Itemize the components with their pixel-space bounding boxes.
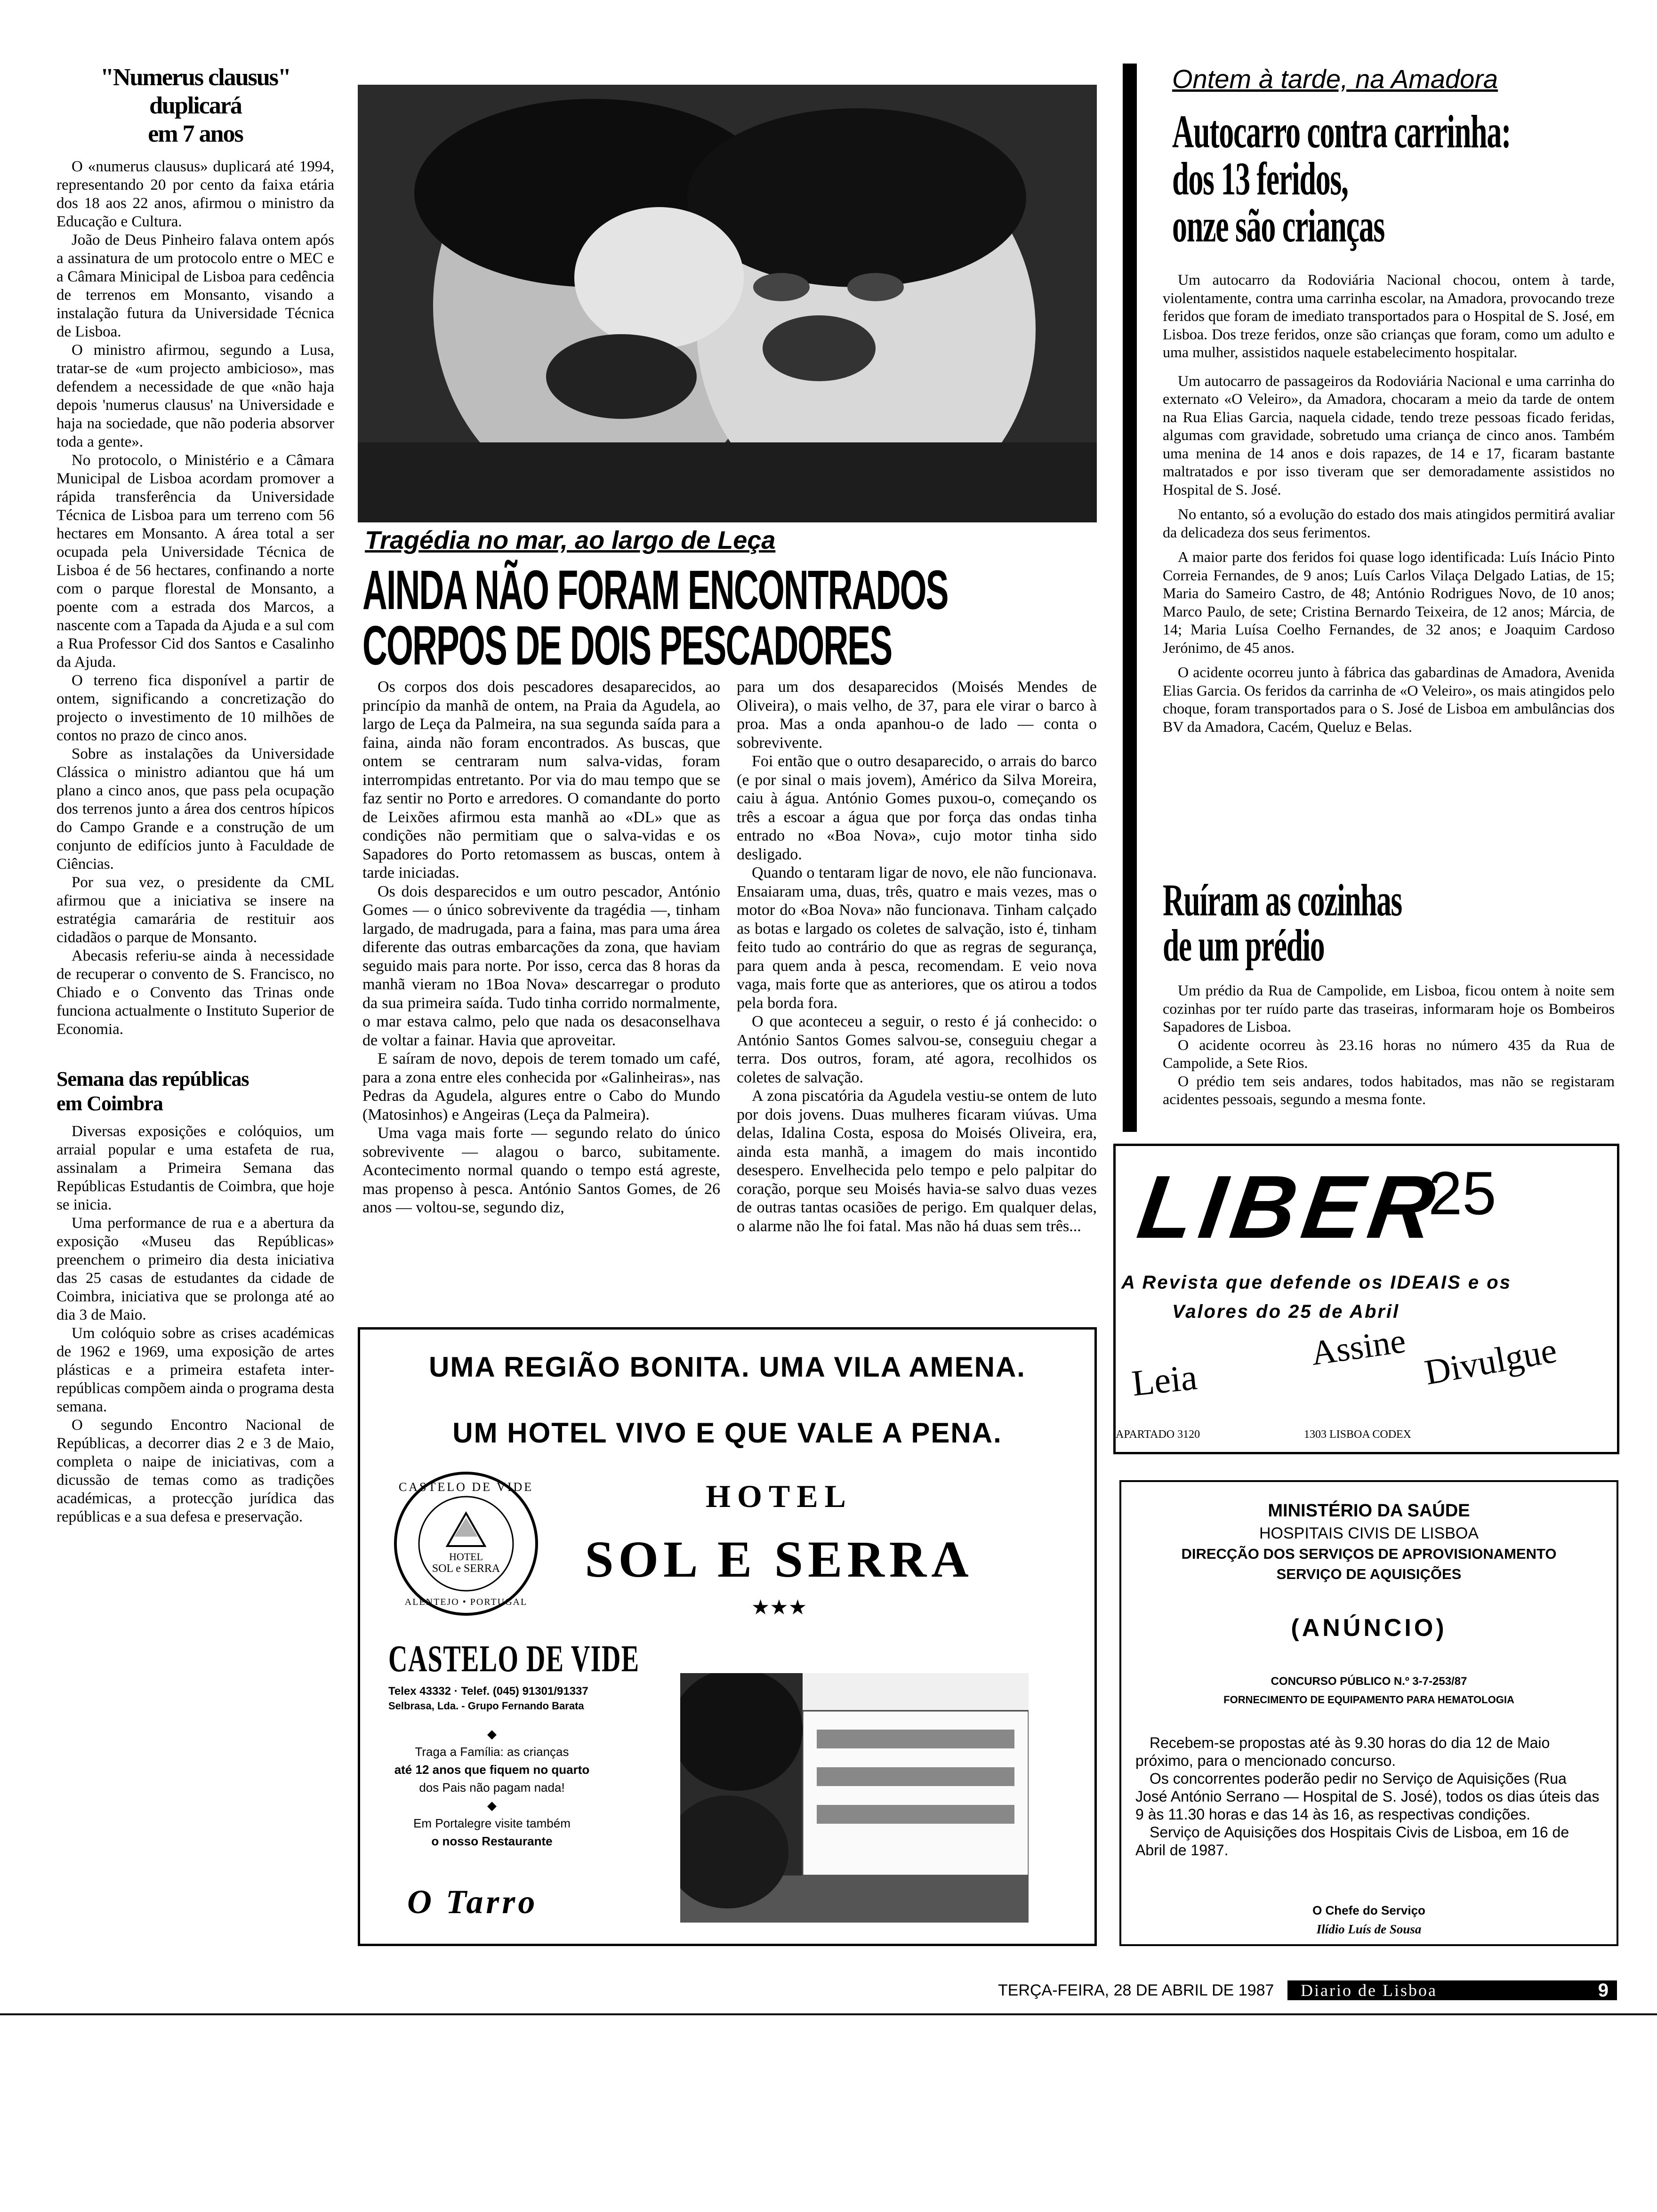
paragraph: Foi então que o outro desaparecido, o arrais do barco (e por sinal o mais jovem), Américo da Silva Moreira, caiu à água. António Gomes puxou-o, começando os três a escoar a água que por força das ondas tinha entrado no «Boa Nova», cujo motor tinha sido desligado. [737,753,1097,863]
hotel-offer [388,1725,595,1850]
left-column [56,64,334,1526]
liber-ad [1113,1144,1619,1454]
paragraph: A zona piscatória da Agudela vestiu-se ontem de luto por dois jovens. Duas mulheres ficaram viúvas. Uma delas, Idalina Costa, esposa do Moisés Oliveira, era, ainda esta manhã, a imagem do mais incontido desespero. Envelhecida pelo tempo e pelo palpitar do coração, porque seu Moisés havia-se salvo duas vezes de outras tantas ocasiões de perigo. Em qualquer delas, o alarme não lhe foi fatal. Mas não há duas sem três... [737,1087,1097,1235]
paragraph: O segundo Encontro Nacional de Repúblicas, a decorrer dias 2 e 3 de Maio, completa o naipe de iniciativas, com a dicussão de temas como as tradições académicas, a protecção jurídica das repúblicas e a sua defesa e preservação. [56,1417,334,1525]
article-semana-republicas [56,1122,334,1526]
news-photo [358,85,1097,522]
liber-word-assine: Assine [1309,1321,1408,1373]
paragraph: O acidente ocorreu junto à fábrica das gabardinas de Amadora, Avenida Elias Garcia. Os feridos da carrinha de «O Veleiro», os mais atingidos pelo choque, foram transportados para o S. José de Lisboa em ambulâncias dos BV da Amadora, Cacém, Queluz e Belas. [1163,664,1615,735]
seal-name-text: SOL e SERRA [432,1563,500,1575]
paragraph: No entanto, só a evolução do estado dos mais atingidos permitirá avaliar da delicadeza dos seus ferimentos. [1163,505,1615,541]
paragraph: Abecasis referiu-se ainda à necessidade de recuperar o convento de S. Francisco, no Chiado e o Convento das Trinas onde funciona actualmente o Instituto Superior de Economia. [56,947,334,1038]
paragraph: Sobre as instalações da Universidade Clássica o ministro adiantou que há um plano a cinco anos, que pass pela ocupação dos terrenos junto a área dos centros hípicos do Campo Grande e a construção de um conjunto de edifícios junto à Faculdade de Ciências. [56,745,334,873]
hotel-contact-2: Selbrasa, Lda. - Grupo Fernando Barata [388,1700,584,1712]
headline-line: onze são crianças [1172,200,1385,252]
paragraph: Um autocarro de passageiros da Rodoviária Nacional e uma carrinha do externato «O Veleiro», da Amadora, chocaram a meio da tarde de ontem na Rua Elias Garcia, naquela cidade, tendo treze pessoas ficado feridas, algumas com gravidade, sobretudo uma criança de cinco anos. Também uma menina de 14 anos e dois rapazes, de 14 e 17, ficaram bastante maltratados e por isso tiveram que ser demoradamente assistidos no Hospital de S. José. [1163,372,1615,498]
paragraph: Os concorrentes poderão pedir no Serviço de Aquisições (Rua José António Serrano — Hospital de S. José), todos os dias úteis das 9 às 11.30 horas e das 14 às 16, as respectivas condições. [1135,1770,1600,1823]
offer-line: dos Pais não pagam nada! [419,1780,565,1795]
liber-logo-number: 25 [1428,1159,1496,1227]
ministerio-signature-name: Ilídio Luís de Sousa [1316,1922,1422,1936]
paragraph: Serviço de Aquisições dos Hospitais Civis de Lisboa, em 16 de Abril de 1987. [1135,1824,1569,1859]
offer-line: Traga a Família: as crianças [415,1745,569,1759]
hotel-name-label: HOTEL [706,1478,853,1514]
footer-date: TERÇA-FEIRA, 28 DE ABRIL DE 1987 [998,1981,1274,1999]
hotel-town: CASTELO DE VIDE [388,1638,640,1680]
paragraph: para um dos desaparecidos (Moisés Mendes de Oliveira), o mais velho, de 37, para ele virar o barco à proa. Mas a onda apanhou-o de lado — conta o sobrevivente. [737,678,1097,752]
headline-line: AINDA NÃO FORAM ENCONTRADOS [362,559,948,621]
kicker-amadora: Ontem à tarde, na Amadora [1172,64,1498,94]
seal-bottom-text: ALENTEJO • PORTUGAL [404,1597,528,1607]
headline-line: CORPOS DE DOIS PESCADORES [362,615,892,677]
headline-line: "Numerus clausus" [100,64,290,91]
hotel-slogan-1: UMA REGIÃO BONITA. UMA VILA AMENA. [429,1351,1026,1383]
liber-logo-text: LIBER [1132,1157,1448,1257]
footer-rule [0,2013,1657,2015]
liber-address-1: APARTADO 3120 [1116,1428,1200,1441]
bullet-icon: ◆ [487,1727,497,1741]
headline-line: em Coimbra [56,1092,163,1115]
headline-line: em 7 anos [148,120,243,147]
paragraph: Diversas exposições e colóquios, um arraial popular e uma estafeta de rua, assinalam a Primeira Semana das Repúblicas Estudantis de Coimbra, que hoje se inicia. [56,1123,334,1213]
liber-address-2: 1303 LISBOA CODEX [1304,1428,1412,1441]
ministerio-sub-1: HOSPITAIS CIVIS DE LISBOA [1259,1524,1479,1542]
paragraph: A maior parte dos feridos foi quase logo identificada: Luís Inácio Pinto Correia Fernandes, de 9 anos; Luís Carlos Vilaça Delgado Latias, de 15; Maria do Sameiro Castro, de 48; António Rodrigues Novo, de 10 anos; Marco Paulo, de sete; Cristina Bernardo Teixeira, de 12 anos; Márcia, de 14; Maria Luísa Coelho Fernandes, de 32 anos; e Joaquim Cardoso Jerónimo, de 45 anos. [1163,548,1615,656]
hotel-seal [388,1466,544,1621]
headline-line: dos 13 feridos, [1172,152,1348,205]
article-cozinhas [1163,981,1615,1108]
ministerio-signature-title: O Chefe do Serviço [1312,1903,1425,1917]
paragraph: Um colóquio sobre as crises académicas de 1962 e 1969, uma exposição de artes plásticas e a primeira estafeta inter-repúblicas compõem ainda o programa desta semana. [56,1325,334,1415]
liber-word-divulgue: Divulgue [1422,1330,1560,1393]
article-numerus-clausus [56,158,334,1039]
paragraph: O terreno fica disponível a partir de ontem, significando a concretização do projecto o investimento de 10 milhões de contos no prazo de cinco anos. [56,672,334,744]
seal-top-text: CASTELO DE VIDE [398,1480,534,1494]
paragraph: O que aconteceu a seguir, o resto é já conhecido: o António Santos Gomes salvou-se, conseguiu chegar a terra. Dos outros, foram, até agora, recolhidos os coletes de salvação. [737,1013,1097,1086]
paragraph: Um prédio da Rua de Campolide, em Lisboa, ficou ontem à noite sem cozinhas por ter ruído parte das traseiras, informaram hoje os Bombeiros Sapadores de Lisboa. [1163,982,1615,1035]
headline-line: de um prédio [1163,920,1325,970]
article-autocarro [1163,271,1615,736]
paragraph: No protocolo, o Ministério e a Câmara Municipal de Lisboa acordam promover a rápida transferência da Universidade Técnica de Lisboa para um terreno com 56 hectares em Monsanto. A área total a ser ocupada pela Universidade Técnica de Lisboa é de 56 hectares, confinando a norte com o parque florestal de Monsanto, a poente com a estrada dos Marcos, a nascente com a Tapada da Ajuda e a sul com a Rua Professor Cid dos Santos e Casalinho da Ajuda. [56,452,334,671]
headline-line: Semana das repúblicas [56,1067,249,1090]
headline-pescadores [362,559,1097,677]
kicker-tragedia: Tragédia no mar, ao largo de Leça [365,526,776,554]
hotel-slogan-2: UM HOTEL VIVO E QUE VALE A PENA. [452,1417,1002,1449]
headline-semana-republicas [56,1067,334,1116]
headline-line: Autocarro contra carrinha: [1172,105,1511,158]
ministerio-body [1135,1734,1601,1859]
footer-paper-name: Diario de Lisboa [1301,1981,1437,2000]
headline-line: duplicará [149,92,241,119]
article-pescadores-col2 [737,678,1097,1235]
liber-tagline-1: A Revista que defende os IDEAIS e os [1121,1272,1512,1293]
ministerio-title: MINISTÉRIO DA SAÚDE [1268,1501,1470,1521]
ministerio-ad [1119,1480,1618,1946]
paragraph: Por sua vez, o presidente da CML afirmou que a iniciativa se insere na estratégia camarária de restituir aos cidadãos o parque de Monsanto. [56,874,334,946]
paragraph: O prédio tem seis andares, todos habitados, mas não se registaram acidentes pessoais, segundo a mesma fonte. [1163,1072,1615,1107]
headline-cozinhas [1163,875,1586,970]
article-pescadores-col1 [362,678,720,1217]
hotel-ad [358,1327,1097,1946]
ministerio-sub-2: DIRECÇÃO DOS SERVIÇOS DE APROVISIONAMENTO [1181,1546,1557,1562]
hotel-building-photo [680,1673,1029,1923]
ministerio-fornecimento: FORNECIMENTO DE EQUIPAMENTO PARA HEMATOLOGIA [1223,1694,1514,1706]
paragraph: Recebem-se propostas até às 9.30 horas do dia 12 de Maio próximo, para o mencionado concurso. [1135,1734,1550,1769]
paragraph: João de Deus Pinheiro falava ontem após a assinatura de um protocolo entre o MEC e a Câmara Minicipal de Lisboa para cedência de terrenos em Monsanto, visando a instalação futura da Universidade Técnica de Lisboa. [56,232,334,340]
paragraph: O acidente ocorreu às 23.16 horas no número 435 da Rua de Campolide, a Sete Rios. [1163,1036,1615,1071]
headline-autocarro [1172,105,1596,252]
bullet-icon: ◆ [487,1798,497,1812]
liber-tagline-2: Valores do 25 de Abril [1172,1301,1400,1322]
hotel-stars: ★★★ [751,1596,807,1619]
building-illustration [680,1673,1029,1923]
paragraph: Os corpos dos dois pescadores desaparecidos, ao princípio da manhã de ontem, na Praia da Agudela, ao largo de Leça da Palmeira, na sua segunda saída para a faina, ainda não foram encontrados. As buscas, que ontem se centraram num salva-vidas, foram interrompidas entretanto. Por via do mau tempo que se faz sentir no Porto e arredores. O comandante do porto de Leixões afirmou esta manhã ao «DL» que as condições não permitiam que o salva-vidas e os Sapadores do Porto retomassem as buscas, ontem à tarde iniciadas. [362,678,720,882]
paragraph: Quando o tentaram ligar de novo, ele não funcionava. Ensaiaram uma, duas, três, quatro e mais vezes, mas o motor do «Boa Nova» não funcionava. Tinham calçado as botas e largado os coletes de salvação, isto é, tinham feito tudo ao contrário do que as regras de segurança, para quem anda à pesca, recomendam. E veio nova vaga, mais forte que as anteriores, que os atirou a todos pela borda fora. [737,864,1097,1012]
seal-hotel-text: HOTEL [449,1551,483,1563]
offer-line: o nosso Restaurante [431,1834,553,1848]
liber-logo [1132,1157,1496,1257]
paragraph: Um autocarro da Rodoviária Nacional chocou, ontem à tarde, violentamente, contra uma carrinha escolar, na Amadora, provocando treze feridos que foram de imediato transportados para o Hospital de S. José, em Lisboa. Dos treze feridos, onze são crianças que foram, como um adulto e uma mulher, assistidos naquele estabelecimento hospitalar. [1163,271,1615,361]
footer-page-number: 9 [1598,1980,1609,2001]
liber-word-leia: Leia [1130,1356,1199,1404]
restaurant-name: O Tarro [407,1883,538,1921]
headline-numerus-clausus [56,64,334,148]
headline-line: Ruíram as cozinhas [1163,875,1402,925]
paragraph: E saíram de novo, depois de terem tomado um café, para a zona entre eles conhecida por «Galinheiras», nas Pedras da Agudela, algures entre o Cabo do Mundo (Matosinhos) e Angeiras (Leça da Palmeira). [362,1050,720,1123]
paragraph: Os dois desparecidos e um outro pescador, António Gomes — o único sobrevivente da tragédia —, tinham largado, de madrugada, para a faina, mas para uma área diferente das outras embarcações da zona, que haviam seguido mais para norte. Por isso, cerca das 8 horas da manhã vieram no 1Boa Nova» descarregar o produto da sua primeira saída. Tudo tinha corrido normalmente, o mar estava calmo, pelo que nada os desaconselhava de voltar a fainar. Havia que aproveitar. [362,882,720,1049]
photo-illustration [358,85,1097,522]
paragraph: Uma vaga mais forte — segundo relato do único sobrevivente — alagou o barco, subitamente. Acontecimento normal quando o tempo está agreste, mas propenso à pesca. António Santos Gomes, de 26 anos — voltou-se, segundo diz, [362,1124,720,1216]
paragraph: Uma performance de rua e a abertura da exposição «Museu das Repúblicas» preenchem o primeiro dia desta iniciativa das 25 casas de estudantes da cidade de Coimbra, iniciativa que se prolonga até ao dia 3 de Maio. [56,1215,334,1323]
ministerio-concurso: CONCURSO PÚBLICO N.º 3-7-253/87 [1271,1675,1467,1688]
paragraph: O ministro afirmou, segundo a Lusa, tratar-se de «um projecto ambicioso», mas defendem a necessidade de que «não haja depois 'numerus clausus' na Universidade e haja na sociedade, que não poderia absorver toda a gente». [56,342,334,450]
paragraph: O «numerus clausus» duplicará até 1994, representando 20 por cento da faixa etária dos 18 aos 22 anos, afirmou o ministro da Educação e Cultura. [56,158,334,230]
ministerio-anuncio: (ANÚNCIO) [1291,1614,1447,1642]
vertical-rule [1123,64,1137,1132]
ministerio-sub-3: SERVIÇO DE AQUISIÇÕES [1276,1566,1462,1582]
hotel-contact-1: Telex 43332 · Telef. (045) 91301/91337 [388,1685,588,1698]
offer-line: Em Portalegre visite também [413,1816,571,1830]
hotel-name: SOL E SERRA [585,1531,973,1588]
footer-paper-bar [1287,1980,1617,2000]
offer-line: até 12 anos que fiquem no quarto [394,1763,590,1777]
